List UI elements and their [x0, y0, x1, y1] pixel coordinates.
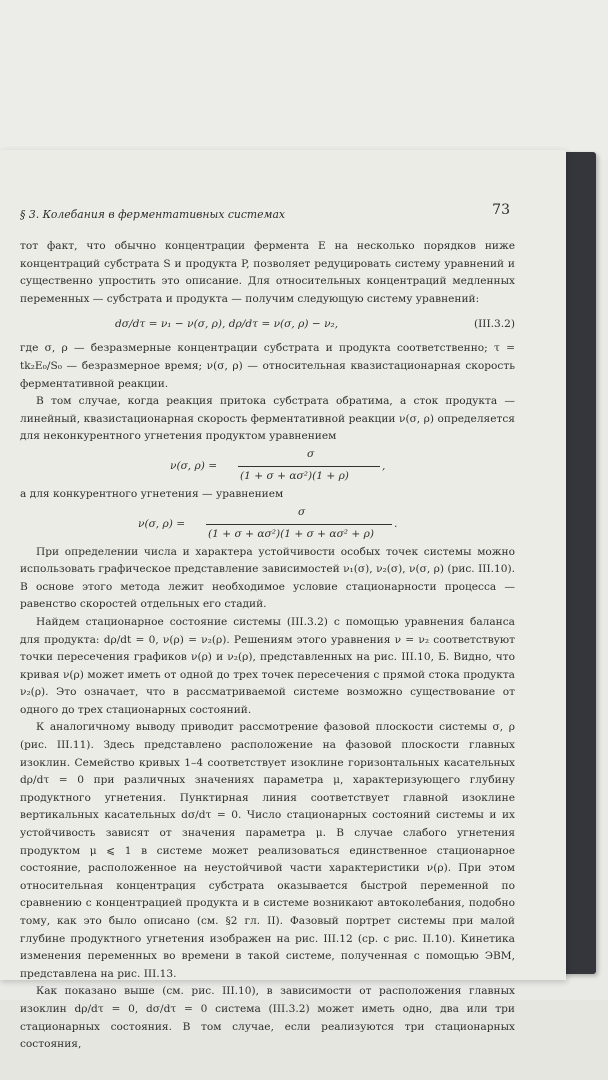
paragraph-6: Найдем стационарное состояние системы (III.3.2) с помощью уравнения баланса для продукта: dρ/dt = 0, ν(ρ) = ν₂(ρ). Решениям этого уравнения ν = ν₂ соответствуют точки пересечения графиков ν(ρ) и ν₂(ρ), представленных на рис. III.10, Б. Видно, что кривая ν(ρ) может иметь от одной до трех точек пересечения с прямой стока продукта ν₂(ρ). Это означает, что в рассматриваемой системе возможно существование от одного до трех стационарных состояний. — [20, 615, 515, 716]
page-number: 73 — [492, 202, 510, 218]
equation-punctuation: . — [394, 517, 398, 530]
fraction-numerator: σ — [298, 505, 306, 518]
fraction-denominator: (1 + σ + ασ²)(1 + ρ) — [240, 469, 349, 482]
equation-text: dσ/dτ = ν₁ − ν(σ, ρ), dρ/dτ = ν(σ, ρ) − ν₂, — [115, 318, 339, 331]
paragraph-4: а для конкурентного угнетения — уравнением — [20, 487, 284, 500]
fraction-numerator: σ — [307, 447, 315, 460]
paragraph-8: Как показано выше (см. рис. III.10), в зависимости от расположения главных изоклин dρ/dτ = 0, dσ/dτ = 0 система (III.3.2) может иметь одно, два или три стационарных состояния. В том случае, если реализуются три стационарных состояния, — [20, 985, 515, 1051]
fraction-bar — [206, 524, 392, 525]
section-title: § 3. Колебания в ферментативных системах — [20, 208, 286, 221]
paragraph-7: К аналогичному выводу приводит рассмотрение фазовой плоскости системы σ, ρ (рис. III.11). Здесь представлено расположение на фазовой плоскости главных изоклин. Семейство кривых 1–4 соответствует изоклине горизонтальных касательных dρ/dτ = 0 при различных значениях параметра μ, характеризующего глубину продуктного угнетения. Пунктирная линия соответствует главной изоклине вертикальных касательных dσ/dτ = 0. Число стационарных состояний системы и их устойчивость зависят от значения параметра μ. В случае слабого угнетения продуктом μ ⩽ 1 в системе может реализоваться единственное стационарное состояние, расположенное на неустойчивой части характеристики ν(ρ). При этом относительная концентрация субстрата оказывается быстрой переменной по сравнению с концентрацией продукта и в системе возникают автоколебания, подобно тому, как это было описано (см. §2 гл. II). Фазовый портрет системы при малой глубине продуктного угнетения изображен на рис. III.12 (ср. с рис. II.10). Кинетика изменения переменных во времени в такой системе, полученная с помощью ЭВМ, представлена на рис. III.13. — [20, 721, 515, 980]
paragraph-3: В том случае, когда реакция притока субстрата обратима, а сток продукта — линейный, квазистационарная скорость ферментативной реакции ν(σ, ρ) определяется для неконкурентного угнетения продуктом уравнением — [20, 395, 515, 443]
fraction-denominator: (1 + σ + ασ²)(1 + σ + ασ² + ρ) — [208, 527, 375, 540]
equation-III-3-2 — [20, 308, 515, 340]
paragraph-5: При определении числа и характера устойчивости особых точек системы можно использовать графическое представление зависимостей ν₁(σ), ν₂(σ), ν(σ, ρ) (рис. III.10). В основе этого метода лежит необходимое условие стационарности процесса — равенство скоростей отдельных его стадий. — [20, 545, 515, 611]
running-header — [20, 202, 540, 226]
page-body — [20, 238, 515, 1054]
equation-punctuation: , — [382, 459, 386, 472]
equation-competitive — [20, 504, 515, 544]
paragraph-2: где σ, ρ — безразмерные концентрации субстрата и продукта соответственно; τ = tk₂E₀/S₀ — безразмерное время; ν(σ, ρ) — относительная квазистационарная скорость ферментативной реакции. — [20, 342, 515, 390]
equation-noncompetitive — [20, 446, 515, 486]
fraction-bar — [238, 466, 380, 467]
paragraph-1: тот факт, что обычно концентрации фермента E на несколько порядков ниже концентраций субстрата S и продукта P, позволяет редуцировать систему уравнений и существенно упростить это описание. Для относительных концентраций медленных переменных — субстрата и продукта — получим следующую систему уравнений: — [20, 240, 515, 305]
equation-lhs: ν(σ, ρ) = — [170, 459, 218, 472]
equation-lhs: ν(σ, ρ) = — [138, 517, 186, 530]
background-top — [0, 0, 608, 160]
equation-number: (III.3.2) — [473, 318, 515, 331]
book-page — [0, 150, 566, 1051]
